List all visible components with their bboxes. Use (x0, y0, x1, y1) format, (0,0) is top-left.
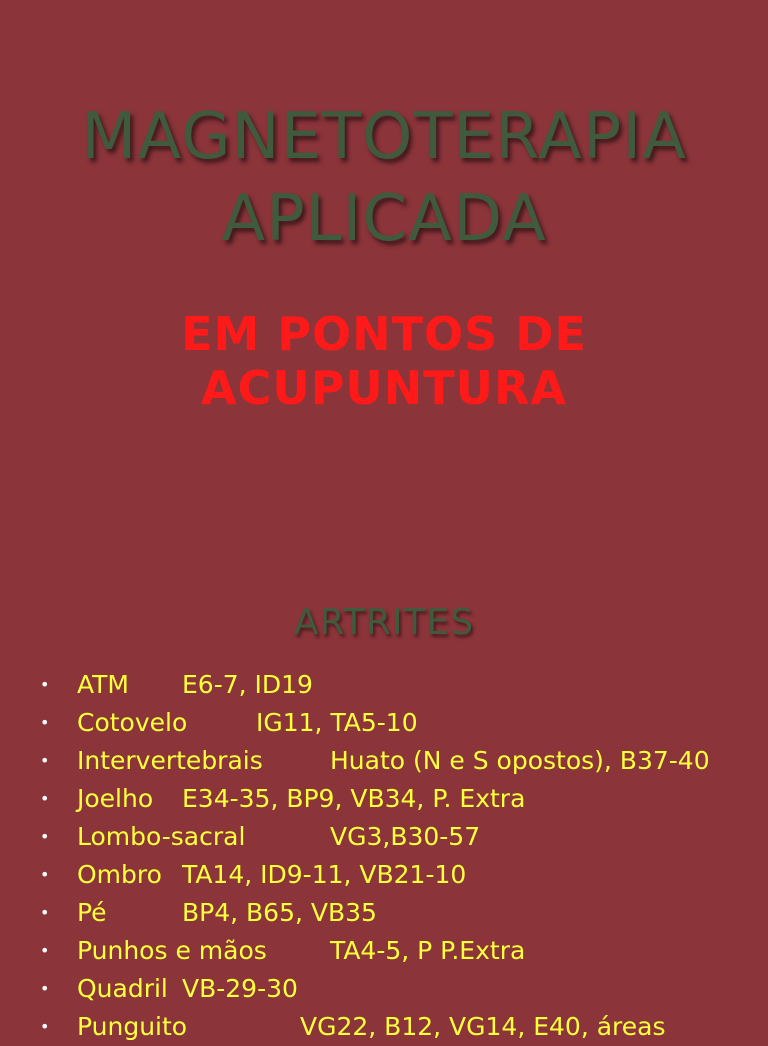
slide-subtitle (0, 307, 768, 415)
joint-label: Pé (77, 898, 107, 927)
bullet-icon: • (40, 789, 50, 808)
list-item (0, 1008, 768, 1046)
list-item (0, 780, 768, 818)
slide-title (0, 96, 768, 260)
list-item (0, 932, 768, 970)
list-item (0, 856, 768, 894)
points-label: IG11, TA5-10 (256, 708, 418, 737)
points-label: Huato (N e S opostos), B37-40 (330, 746, 710, 775)
joint-label: Intervertebrais (77, 746, 263, 775)
title-line-2: APLICADA (221, 182, 547, 256)
points-label: VG22, B12, VG14, E40, áreas (300, 1012, 666, 1041)
list-item (0, 894, 768, 932)
bullet-icon: • (40, 941, 50, 960)
points-label: E6-7, ID19 (182, 670, 313, 699)
bullet-icon: • (40, 1017, 50, 1036)
list-item (0, 704, 768, 742)
joint-label: ATM (77, 670, 130, 699)
list-item (0, 666, 768, 704)
bullet-icon: • (40, 865, 50, 884)
list-item (0, 742, 768, 780)
points-label: BP4, B65, VB35 (182, 898, 377, 927)
joint-label: Punguito (77, 1012, 188, 1041)
title-line-1: MAGNETOTERAPIA (81, 100, 687, 174)
subtitle-line-1: EM PONTOS DE (181, 307, 587, 361)
points-label: VB-29-30 (182, 974, 298, 1003)
bullet-icon: • (40, 903, 50, 922)
subtitle-line-2: ACUPUNTURA (200, 361, 568, 415)
joint-label: Joelho (77, 784, 154, 813)
joint-label: Quadril (77, 974, 168, 1003)
points-label: E34-35, BP9, VB34, P. Extra (182, 784, 526, 813)
bullet-icon: • (40, 979, 50, 998)
artrites-list (0, 666, 768, 1046)
bullet-icon: • (40, 827, 50, 846)
bullet-icon: • (40, 675, 50, 694)
section-heading: ARTRITES (293, 602, 475, 643)
points-label: TA14, ID9-11, VB21-10 (182, 860, 467, 889)
points-label: VG3,B30-57 (330, 822, 481, 851)
bullet-icon: • (40, 713, 50, 732)
bullet-icon: • (40, 751, 50, 770)
list-item (0, 818, 768, 856)
joint-label: Ombro (77, 860, 162, 889)
joint-label: Punhos e mãos (77, 936, 267, 965)
points-label: TA4-5, P P.Extra (330, 936, 526, 965)
list-item (0, 970, 768, 1008)
joint-label: Cotovelo (77, 708, 188, 737)
joint-label: Lombo-sacral (77, 822, 246, 851)
